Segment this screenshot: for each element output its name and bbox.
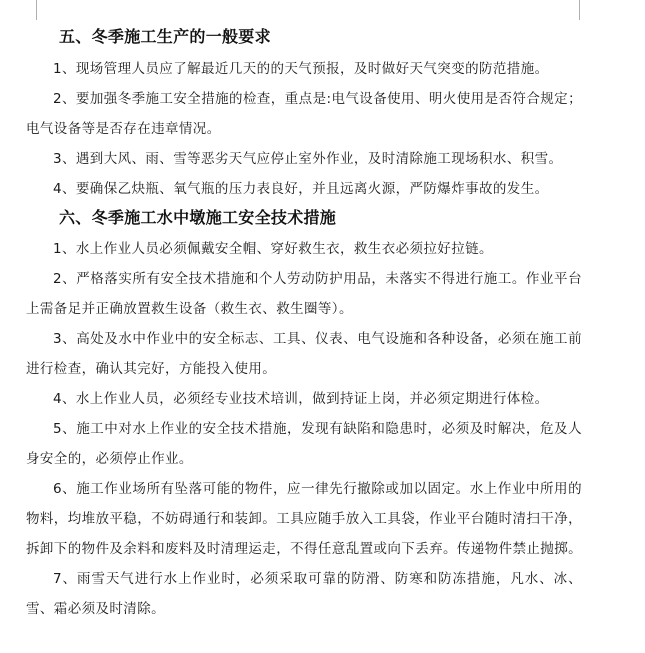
paragraph: 1、水上作业人员必须佩戴安全帽、穿好救生衣，救生衣必须拉好拉链。 [53,241,493,257]
paragraph: 5、施工中对水上作业的安全技术措施，发现有缺陷和隐患时，必须及时解决，危及人身安全的，必须停止作业。 [26,421,582,467]
section-heading: 五、冬季施工生产的一般要求 [59,27,271,46]
document-body [26,24,582,624]
paragraph: 4、要确保乙炔瓶、氧气瓶的压力表良好，并且远离火源，严防爆炸事故的发生。 [53,181,549,197]
paragraph: 4、水上作业人员，必须经专业技术培训，做到持证上岗，并必须定期进行体检。 [53,391,549,407]
paragraph: 3、高处及水中作业中的安全标志、工具、仪表、电气设施和各种设备，必须在施工前进行检查，确认其完好，方能投入使用。 [26,331,582,377]
paragraph: 3、遇到大风、雨、雪等恶劣天气应停止室外作业，及时清除施工现场积水、积雪。 [53,151,563,167]
paragraph: 6、施工作业场所有坠落可能的物件，应一律先行撤除或加以固定。水上作业中所用的物料，均堆放平稳，不妨碍通行和装卸。工具应随手放入工具袋，作业平台随时清扫干净，拆卸下的物件及余料和废料及时清理运走，不得任意乱置或向下丢弃。传递物件禁止抛掷。 [26,481,582,557]
paragraph: 2、要加强冬季施工安全措施的检查，重点是:电气设备使用、明火使用是否符合规定；电气设备等是否存在违章情况。 [26,91,582,137]
paragraph: 2、严格落实所有安全技术措施和个人劳动防护用品，未落实不得进行施工。作业平台上需备足并正确放置救生设备（救生衣、救生圈等）。 [26,271,582,317]
paragraph: 1、现场管理人员应了解最近几天的的天气预报，及时做好天气突变的防范措施。 [53,61,549,77]
section-heading: 六、冬季施工水中墩施工安全技术措施 [59,208,337,227]
paragraph: 7、雨雪天气进行水上作业时，必须采取可靠的防滑、防寒和防冻措施，凡水、冰、雪、霜必须及时清除。 [26,571,582,617]
margin-corner-mark-left [22,0,37,20]
margin-corner-mark-right [579,0,594,20]
